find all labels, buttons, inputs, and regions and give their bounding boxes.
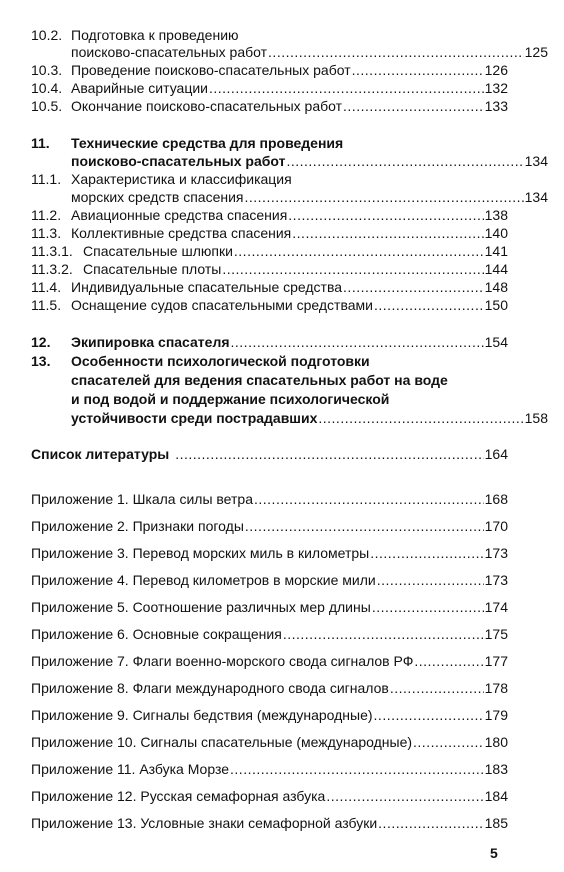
dot-leader: [245, 189, 524, 206]
page-number: 170: [484, 518, 508, 534]
dot-leader: [254, 491, 484, 508]
page-number: 126: [484, 62, 508, 78]
toc-entry-appendix-3[interactable]: [31, 545, 508, 562]
toc-entry-10-2[interactable]: [31, 27, 508, 44]
dot-leader: [377, 572, 484, 589]
appendix-title: Приложение 2. Признаки погоды: [31, 518, 244, 534]
section-title: Окончание поисково-спасательных работ: [71, 98, 343, 114]
section-title: Индивидуальные спасательные средства: [71, 279, 343, 295]
toc-entry-appendix-5[interactable]: [31, 599, 508, 616]
section-title-cont: поисково-спасательных работ: [71, 153, 286, 169]
page-number: 185: [484, 815, 508, 831]
section-title: Подготовка к проведению: [71, 27, 239, 43]
toc-entry-11-3-2[interactable]: [31, 261, 508, 278]
section-number: 10.2.: [31, 27, 63, 43]
page-number: 173: [484, 545, 508, 561]
section-title: Авиационные средства спасения: [71, 207, 288, 223]
toc-entry-appendix-1[interactable]: [31, 491, 508, 508]
dot-leader: [245, 518, 484, 535]
toc-entry-12[interactable]: [31, 334, 508, 351]
section-title: Технические средства для проведения: [71, 135, 344, 151]
page-number: 125: [524, 44, 548, 60]
dot-leader: [175, 446, 483, 463]
section-number: 11.5.: [31, 297, 62, 313]
section-title-cont: и под водой и поддержание психологической: [71, 391, 390, 407]
dot-leader: [370, 545, 483, 562]
dot-leader: [283, 626, 484, 643]
section-title-cont: поисково-спасательных работ: [71, 44, 268, 60]
section-number: 10.4.: [31, 80, 63, 96]
section-title: Экипировка спасателя: [71, 334, 230, 350]
section-title: Спасательные шлюпки: [83, 243, 233, 259]
toc-entry-literature[interactable]: [31, 446, 508, 463]
toc-entry-10-2-cont[interactable]: [31, 44, 548, 61]
dot-leader: [352, 62, 484, 79]
toc-entry-11-4[interactable]: [31, 279, 508, 296]
page-number: 150: [484, 297, 508, 313]
toc-entry-13[interactable]: [31, 353, 508, 370]
dot-leader: [374, 707, 484, 724]
section-number: 10.3.: [31, 62, 63, 78]
section-number: 11.: [31, 135, 50, 151]
dot-leader: [231, 334, 484, 351]
page-number: 154: [484, 334, 508, 350]
page-number: 141: [484, 243, 508, 259]
section-title: Особенности психологической подготовки: [71, 353, 370, 369]
section-number: 10.5.: [31, 98, 63, 114]
toc-entry-11[interactable]: [31, 135, 508, 152]
page-number: 184: [484, 788, 508, 804]
toc-entry-appendix-8[interactable]: [31, 680, 508, 697]
section-title: Спасательные плоты: [83, 261, 222, 277]
appendix-title: Приложение 4. Перевод километров в морские мили: [31, 572, 376, 588]
toc-entry-appendix-7[interactable]: [31, 653, 508, 670]
page-number: 148: [484, 279, 508, 295]
appendix-title: Приложение 11. Азбука Морзе: [31, 761, 230, 777]
appendix-title: Приложение 12. Русская семафорная азбука: [31, 788, 326, 804]
dot-leader: [413, 734, 484, 751]
section-title-cont: устойчивости среди пострадавших: [71, 410, 318, 426]
page-number: 180: [484, 734, 508, 750]
toc-entry-appendix-4[interactable]: [31, 572, 508, 589]
page-number: 174: [484, 599, 508, 615]
dot-leader: [326, 788, 483, 805]
dot-leader: [286, 153, 523, 170]
toc-entry-appendix-10[interactable]: [31, 734, 508, 751]
page-number: 175: [484, 626, 508, 642]
appendix-title: Приложение 7. Флаги военно-морского свода сигналов РФ: [31, 653, 414, 669]
appendix-title: Приложение 13. Условные знаки семафорной азбуки: [31, 815, 378, 831]
toc-entry-10-4[interactable]: [31, 80, 508, 97]
section-title-cont: спасателей для ведения спасательных работ на воде: [71, 372, 448, 388]
section-number: 12.: [31, 334, 51, 350]
toc-entry-11-cont[interactable]: [31, 153, 548, 170]
appendix-title: Приложение 8. Флаги международного свода сигналов: [31, 680, 389, 696]
section-title: Оснащение судов спасательными средствами: [71, 297, 373, 313]
toc-entry-10-5[interactable]: [31, 98, 508, 115]
page-number: 134: [524, 189, 548, 205]
toc-entry-13-cont-1[interactable]: [31, 372, 548, 389]
page-number: 133: [484, 98, 508, 114]
page-number: 177: [484, 653, 508, 669]
page-number: 144: [484, 261, 508, 277]
section-number: 11.1.: [31, 171, 62, 187]
page-number: 140: [484, 225, 508, 241]
toc-entry-appendix-11[interactable]: [31, 761, 508, 778]
page-number: 168: [484, 491, 508, 507]
dot-leader: [414, 653, 483, 670]
dot-leader: [378, 815, 483, 832]
toc-entry-11-3[interactable]: [31, 225, 508, 242]
page-number: 179: [484, 707, 508, 723]
dot-leader: [230, 761, 484, 778]
section-title-cont: морских средств спасения: [71, 189, 244, 205]
page-number: 178: [484, 680, 508, 696]
toc-entry-appendix-13[interactable]: [31, 815, 508, 832]
toc-entry-10-3[interactable]: [31, 62, 508, 79]
dot-leader: [292, 225, 483, 242]
page-number: 138: [484, 207, 508, 223]
section-number: 11.3.2.: [31, 261, 73, 277]
toc-entry-appendix-6[interactable]: [31, 626, 508, 643]
dot-leader: [209, 80, 484, 97]
section-title: Аварийные ситуации: [71, 80, 208, 96]
page-number: 132: [484, 80, 508, 96]
appendix-title: Приложение 10. Сигналы спасательные (международные): [31, 734, 413, 750]
appendix-title: Приложение 9. Сигналы бедствия (международные): [31, 707, 373, 723]
dot-leader: [222, 261, 483, 278]
appendix-title: Приложение 3. Перевод морских миль в километры: [31, 545, 370, 561]
page-number: 134: [524, 153, 548, 169]
toc-entry-13-cont-2[interactable]: [31, 391, 548, 408]
page-folio-number: 5: [490, 845, 498, 861]
section-number: 11.2.: [31, 207, 62, 223]
dot-leader: [372, 599, 484, 616]
toc-entry-11-2[interactable]: [31, 207, 508, 224]
page-number: 173: [484, 572, 508, 588]
page-number: 183: [484, 761, 508, 777]
toc-entry-appendix-2[interactable]: [31, 518, 508, 535]
dot-leader: [374, 297, 484, 314]
dot-leader: [390, 680, 484, 697]
dot-leader: [268, 44, 524, 61]
toc-entry-11-5[interactable]: [31, 297, 508, 314]
dot-leader: [288, 207, 483, 224]
dot-leader: [318, 410, 523, 427]
appendix-title: Приложение 1. Шкала силы ветра: [31, 491, 253, 507]
toc-entry-appendix-12[interactable]: [31, 788, 508, 805]
toc-entry-appendix-9[interactable]: [31, 707, 508, 724]
dot-leader: [343, 279, 484, 296]
section-number: 11.3.1.: [31, 243, 73, 259]
appendix-title: Приложение 6. Основные сокращения: [31, 626, 282, 642]
appendix-title: Приложение 5. Соотношение различных мер длины: [31, 599, 371, 615]
dot-leader: [343, 98, 484, 115]
toc-entry-11-1-cont[interactable]: [31, 189, 548, 206]
section-title: Коллективные средства спасения: [71, 225, 292, 241]
section-number: 13.: [31, 353, 51, 369]
section-title: Список литературы: [31, 446, 170, 462]
page-number: 158: [524, 410, 548, 426]
section-number: 11.3.: [31, 225, 62, 241]
section-number: 11.4.: [31, 279, 62, 295]
section-title: Проведение поисково-спасательных работ: [71, 62, 351, 78]
toc-entry-11-3-1[interactable]: [31, 243, 508, 260]
toc-entry-11-1[interactable]: [31, 171, 508, 188]
section-title: Характеристика и классификация: [71, 171, 292, 187]
toc-entry-13-cont-3[interactable]: [31, 410, 548, 427]
dot-leader: [234, 243, 484, 260]
page-number: 164: [484, 446, 508, 462]
